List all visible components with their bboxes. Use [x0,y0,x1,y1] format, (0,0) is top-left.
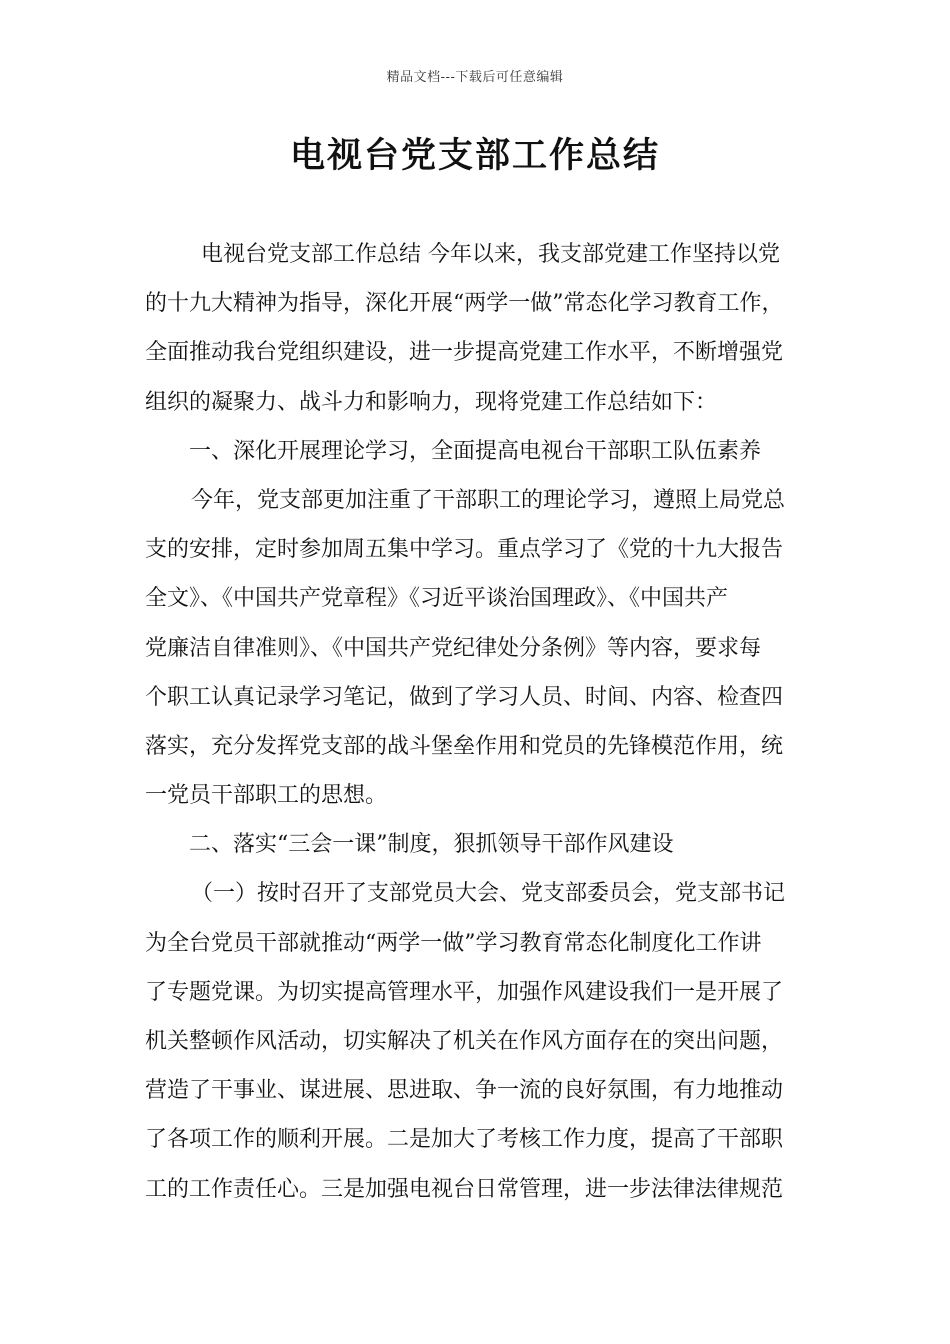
paragraph-line: 今年，党支部更加注重了干部职工的理论学习，遵照上局党总 [191,487,786,513]
paragraph-line: 个职工认真记录学习笔记，做到了学习人员、时间、内容、检查四 [145,684,784,710]
document-title: 电视台党支部工作总结 [289,136,660,176]
paragraph-line: 一党员干部职工的思想。 [145,783,388,809]
document-body [145,230,813,1214]
paragraph-line: 工的工作责任心。三是加强电视台日常管理，进一步法律法律规范 [145,1176,784,1202]
paragraph-line: 全文》、《中国共产党章程》《习近平谈治国理政》、《中国共产 [145,586,729,612]
section-heading: 一、深化开展理论学习，全面提高电视台干部职工队伍素养 [189,438,762,464]
paragraph-line: 全面推动我台党组织建设，进一步提高党建工作水平，不断增强党 [145,340,784,366]
paragraph-line: 了专题党课。为切实提高管理水平，加强作风建设我们一是开展了 [145,979,784,1005]
paragraph-line: 的十九大精神为指导，深化开展“两学一做”常态化学习教育工作， [145,291,784,317]
paragraph-line: 电视台党支部工作总结 今年以来，我支部党建工作坚持以党 [201,242,780,267]
paragraph-line: 党廉洁自律准则》、《中国共产党纪律处分条例》等内容，要求每 [145,635,762,661]
paragraph-line: 为全台党员干部就推动“两学一做”学习教育常态化制度化工作讲 [145,930,762,956]
paragraph-line: 落实，充分发挥党支部的战斗堡垒作用和党员的先锋模范作用，统 [145,733,784,759]
paragraph-line: 机关整顿作风活动，切实解决了机关在作风方面存在的突出问题， [145,1029,784,1054]
paragraph-line: 组织的凝聚力、战斗力和影响力，现将党建工作总结如下： [145,389,718,415]
paragraph-line: 支的安排，定时参加周五集中学习。重点学习了《党的十九大报告 [145,537,784,563]
paragraph-line: 了各项工作的顺利开展。二是加大了考核工作力度，提高了干部职 [145,1127,784,1153]
paragraph-line: 营造了干事业、谋进展、思进取、争一流的良好氛围，有力地推动 [145,1078,784,1104]
header-note: 精品文档---下载后可任意编辑 [386,70,564,85]
paragraph-line: （一）按时召开了支部党员大会、党支部委员会，党支部书记 [191,881,786,907]
section-heading: 二、落实“三会一课”制度，狠抓领导干部作风建设 [189,832,674,858]
